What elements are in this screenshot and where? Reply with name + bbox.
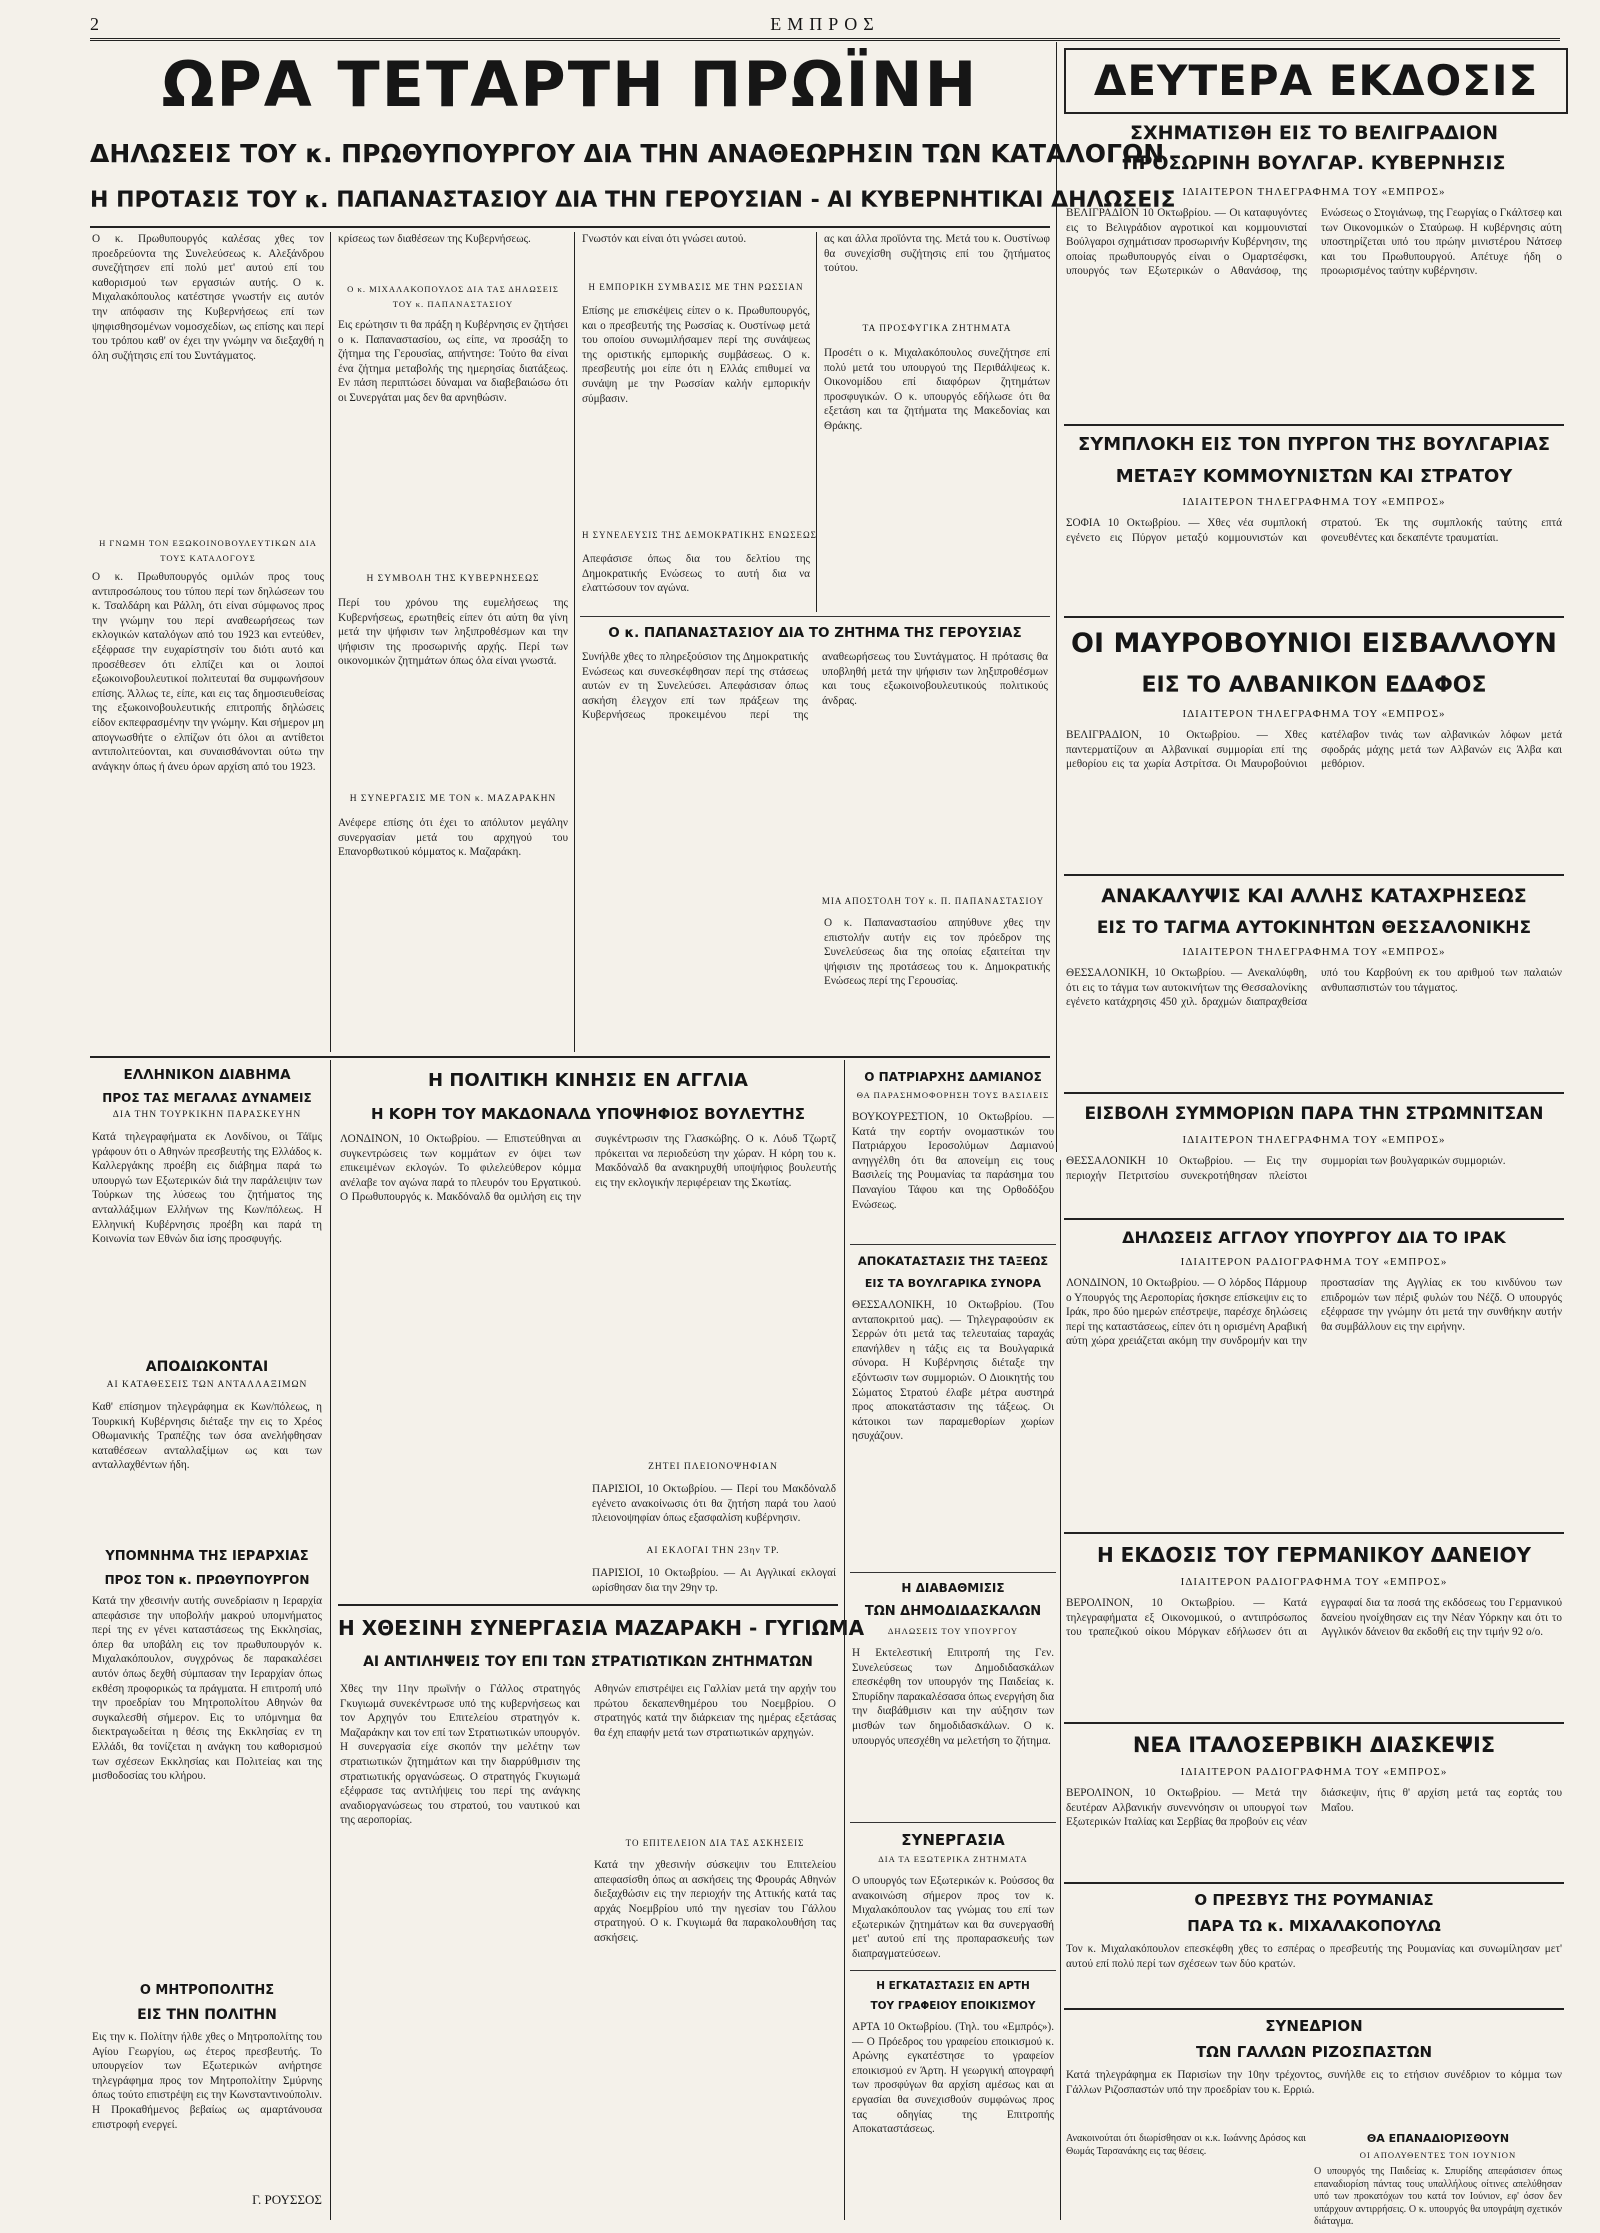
paper-name: ΕΜΠΡΟΣ [770, 14, 880, 34]
cooperation-text: Ο υπουργός των Εξωτερικών κ. Ρούσσος θα ανακοινώση σήμερον προς τον κ. Μιχαλακόπουλον τας γνώμας του επί των εξωτερικών ζητημάτων και θα συνεργασθή μετ' αυτού επί της προπαρασκευής των διαπραγματεύσεων. [852, 1875, 1054, 1960]
signature: Γ. ΡΟΥΣΣΟΣ [252, 2192, 322, 2207]
lead-col2-sub3: Η ΣΥΝΕΡΓΑΣΙΣ ΜΕ ΤΟΝ κ. ΜΑΖΑΡΑΚΗΝ [349, 794, 557, 804]
romania-text: Τον κ. Μιχαλακόπουλον επεσκέφθη χθες το εσπέρας ο πρεσβευτής της Ρουμανίας και συνωμίλησαν μετ' αυτού επί πολύ περί των σχέσεων των δύο κρατών. [1066, 1943, 1562, 1970]
patriarch-headline-1: Ο ΠΑΤΡΙΑΡΧΗΣ ΔΑΜΙΑΝΟΣ [864, 1070, 1042, 1084]
teachers-headline-2: ΤΩΝ ΔΗΜΟΔΙΔΑΣΚΑΛΩΝ [864, 1604, 1042, 1619]
column-rule [1060, 1160, 1061, 2220]
england-text: ΛΟΝΔΙΝΟΝ, 10 Οκτωβρίου. — Επιστεύθηναι αι συγκεντρώσεις των κομμάτων εν όψει των επικειμένων εκλογών. Το φιλελεύθερον κόμμα ανέλαβε τον αγώνα παρά το πλευρόν του Εργατικού. Ο Πρωθυπουργός κ. Μακδόναλδ θα ομιλήση εις την συγκέντρωσιν της Γλασκώβης. Ο κ. Λόυδ Τζωρτζ πρόκειται να περιοδεύση την χώραν. Η κόρη του κ. Μακδόναλδ θα ανακηρυχθή υποψήφιος βουλευτής εις την εκλογικήν περιφέρειαν της Σκωτίας. [340, 1133, 836, 1204]
lead-headline-1: ΔΗΛΩΣΕΙΣ ΤΟΥ κ. ΠΡΩΘΥΠΟΥΡΓΟΥ ΔΙΑ ΤΗΝ ΑΝΑΘΕΩΡΗΣΙΝ ΤΩΝ ΚΑΤΑΛΟΓΩΝ [90, 139, 1165, 168]
border-headline-1: ΑΠΟΚΑΤΑΣΤΑΣΙΣ ΤΗΣ ΤΑΞΕΩΣ [857, 1254, 1049, 1268]
rule [1064, 616, 1564, 618]
rule [1064, 874, 1564, 876]
rule [1064, 1218, 1564, 1220]
england-s1: ΖΗΤΕΙ ΠΛΕΙΟΝΟΨΗΦΙΑΝ [648, 1462, 778, 1472]
thessaloniki-text: ΘΕΣΣΑΛΟΝΙΚΗ, 10 Οκτωβρίου. — Ανεκαλύφθη, ότι εις το τάγμα των αυτοκινήτων της Θεσσαλονίκης εγένετο κατάχρησις 450 χιλ. δραχμών διαπραχθείσα υπό του Καρβούνη εκ του αριθμού των παλαιών ανθυπασπιστών του τάγματος. [1066, 967, 1562, 1009]
lower-left-text2: Καθ' επίσημον τηλεγράφημα εκ Κων/πόλεως, η Τουρκική Κυβέρνησις διέταξε την εις το Χρέος Οθωμανικής Τραπέζης των όσα ανελήφθησαν καταθέσεων ανταλλαξίμων ως και των ανταλλαχθέντων ήδη. [92, 1401, 322, 1472]
lower-left-s1: ΑΠΟΔΙΩΚΟΝΤΑΙ [145, 1359, 269, 1375]
rule [1064, 1532, 1564, 1534]
congress-headline-2: ΤΩΝ ΓΑΛΛΩΝ ΡΙΖΟΣΠΑΣΤΩΝ [1195, 2043, 1433, 2061]
thessaloniki-byline: ΙΔΙΑΙΤΕΡΟΝ ΤΗΛΕΓΡΑΦΗΜΑ ΤΟΥ «ΕΜΠΡΟΣ» [1182, 946, 1446, 958]
lead-col3-text3: Απεφάσισε όπως δια του δελτίου της Δημοκρατικής Ενώσεως το αυτή δια να ελαττώσουν τον αγώνα. [582, 553, 810, 595]
rule [338, 1604, 838, 1606]
right-top-text: ΒΕΛΙΓΡΑΔΙΟΝ 10 Οκτωβρίου. — Οι καταφυγόντες εις το Βελιγράδιον αγροτικοί και κομμουνισταί Βούλγαροι σχημάτισαν προσωρινήν Κυβέρνησιν, της οποίας πρωθυπουργός είναι ο Ομαρτσέφσκι, υπουργός των Εξωτερικών ο Αθανάσοφ, της Ενώσεως ο Στογιάνωφ, της Γεωργίας ο Γκάλτσεφ και των Οικονομικών ο Σταύρωφ. Η κυβέρνησις αύτη υποστηρίζεται υπό του πρώην μινιστέρου Νάτσεφ και του Πρωθυπουργού. Απέτυχε ήδη ο προωρισμένος ταύτην κυβέρνησιν. [1066, 207, 1562, 278]
lower-left-s5: Ο ΜΗΤΡΟΠΟΛΙΤΗΣ [139, 1983, 275, 1998]
teachers-headline-3: ΔΗΛΩΣΕΙΣ ΤΟΥ ΥΠΟΥΡΓΟΥ [887, 1626, 1019, 1636]
german-loan-headline: Η ΕΚΔΟΣΙΣ ΤΟΥ ΓΕΡΜΑΝΙΚΟΥ ΔΑΝΕΙΟΥ [1096, 1543, 1531, 1567]
right-banner: ΔΕΥΤΕΡΑ ΕΚΔΟΣΙΣ [1064, 48, 1568, 114]
top-banner: ΩΡΑ ΤΕΤΑΡΤΗ ΠΡΩΪΝΗ [161, 48, 979, 121]
lead-col3-sub2: Η ΣΥΝΕΛΕΥΣΙΣ ΤΗΣ ΔΕΜΟΚΡΑΤΙΚΗΣ ΕΝΩΣΕΩΣ [582, 530, 817, 540]
lead-col4-text: ας και άλλα προϊόντα της. Μετά του κ. Ουστίνωφ θα συνεχίσθη συζήτησις επί του ζητήματος τούτου. [824, 233, 1050, 275]
lower-left-h1: ΕΛΛΗΝΙΚΟΝ ΔΙΑΒΗΜΑ [123, 1067, 291, 1083]
lead-col2-text: κρίσεως των διαθέσεων της Κυβερνήσεως. [338, 233, 531, 245]
teachers-headline-1: Η ΔΙΑΒΑΘΜΙΣΙΣ [901, 1581, 1005, 1595]
rule [850, 1572, 1056, 1573]
lead-col2-text3: Περί του χρόνου της ευμελήσεως της Κυβερνήσεως, ερωτηθείς είπεν ότι αύτη θα γίνη μετά την ψήφισιν των ληξιπροθέσμων και την ψήφισιν της προσωρινής αρχής. Περί των οικονομικών ζητημάτων όπως όλα είναι γνωστά. [338, 597, 568, 668]
england-headline-1: Η ΠΟΛΙΤΙΚΗ ΚΙΝΗΣΙΣ ΕΝ ΑΓΓΛΙΑ [428, 1070, 748, 1091]
lower-left-text3: Κατά την χθεσινήν αυτής συνεδρίασιν η Ιεραρχία απεφάσισε την υποβολήν μακρού υπομνήματος περί της εν γένει καταστάσεως της Εκκλησίας, όπερ θα υποβάλη εις τον πρωθυπουργόν κ. Μιχαλακόπουλον, συγχρόνως δε παρακαλέσει αυτόν όπως δεχθή σύμπασαν την Ιεραρχίαν όπως εκθέση προφορικώς τα πράγματα. Η επιτροπή υπό την προεδρίαν του Μητροπολίτου Αθηνών θα συγκαλεσθή σήμερον. Εις το υπόμνημα θα διεκτραγωδείται η θέσις της Εκκλησίας εν τη Ελλάδι, θα τονίζεται η ανάγκη του καθορισμού των σχέσεων Εκκλησίας και Πολιτείας και της μισθοδοσίας του κλήρου. [92, 1595, 322, 1783]
lead-col2-text2: Εις ερώτησιν τι θα πράξη η Κυβέρνησις εν ζητήσει ο κ. Παπαναστασίου, ως είπε, να προσάξη το ζήτημα της Γερουσίας, απήντησε: Τούτο θα είναι ένα ζήτημα μεταβολής της ημερησίας διατάξεως. Εν πάση περιπτώσει δύναμαι να διαβεβαιώσω ότι οι Συνεργάται μας δεν θα αρνηθώσιν. [338, 319, 568, 404]
column-rule [844, 1060, 845, 2220]
iraq-headline: ΔΗΛΩΣΕΙΣ ΑΓΓΛΟΥ ΥΠΟΥΡΓΟΥ ΔΙΑ ΤΟ ΙΡΑΚ [1122, 1228, 1506, 1247]
arta-headline-2: ΤΟΥ ΓΡΑΦΕΙΟΥ ΕΠΟΙΚΙΣΜΟΥ [870, 2000, 1036, 2012]
column-rule [816, 232, 817, 612]
thessaloniki-headline-2: ΕΙΣ ΤΟ ΤΑΓΜΑ ΑΥΤΟΚΙΝΗΤΩΝ ΘΕΣΣΑΛΟΝΙΚΗΣ [1096, 918, 1532, 938]
column-rule [574, 232, 575, 1052]
congress-headline-1: ΣΥΝΕΔΡΙΟΝ [1265, 2017, 1363, 2035]
thessaloniki-headline-1: ΑΝΑΚΑΛΥΨΙΣ ΚΑΙ ΑΛΛΗΣ ΚΑΤΑΧΡΗΣΕΩΣ [1101, 885, 1527, 907]
rule [850, 1822, 1056, 1823]
strumitsa-headline: ΕΙΣΒΟΛΗ ΣΥΜΜΟΡΙΩΝ ΠΑΡΑ ΤΗΝ ΣΤΡΩΜΝΙΤΣΑΝ [1084, 1104, 1544, 1124]
rule [580, 616, 1050, 617]
lead-col3-text: Γνωστόν και είναι ότι γνώσει αυτού. [582, 233, 747, 245]
lead-col4-text2: Προσέτι ο κ. Μιχαλακόπουλος συνεζήτησε επί πολύ μετά του υπουργού της Περιθάλψεως κ. Οικονομίδου επί διαφόρων ζητημάτων προσφυγικών. Ο κ. υπουργός εδήλωσε ότι θα εξετάση και τα ζητήματα της Μακεδονίας και Θράκης. [824, 347, 1050, 432]
lead-col2-sub2: Η ΣΥΜΒΟΛΗ ΤΗΣ ΚΥΒΕΡΝΗΣΕΩΣ [366, 574, 540, 584]
montenegro-headline-2: ΕΙΣ ΤΟ ΑΛΒΑΝΙΚΟΝ ΕΔΑΦΟΣ [1141, 673, 1487, 698]
right-mid-headline-2: ΜΕΤΑΞΥ ΚΟΜΜΟΥΝΙΣΤΩΝ ΚΑΙ ΣΤΡΑΤΟΥ [1115, 466, 1513, 487]
border-headline-2: ΕΙΣ ΤΑ ΒΟΥΛΓΑΡΙΚΑ ΣΥΝΟΡΑ [864, 1277, 1042, 1290]
announce-text: Ανακοινούται ότι διωρίσθησαν οι κ.κ. Ιωάννης Δρόσος και Θωμάς Ταρσανάκης εις τας θέσεις. [1066, 2133, 1306, 2157]
rule [1064, 424, 1564, 426]
reinstated-headline-1: ΘΑ ΕΠΑΝΑΔΙΟΡΙΣΘΟΥΝ [1366, 2132, 1510, 2145]
lead-col2-text4: Ανέφερε επίσης ότι έχει το απόλυτον μεγάλην συνεργασίαν μετά του αρχηγού του Επανορθωτικού κόμματος κ. Μαζαράκη. [338, 817, 568, 859]
reinstated-text: Ο υπουργός της Παιδείας κ. Σπυρίδης απεφάσισεν όπως επαναδιορίση πάντας τους υπαλλήλους οίτινες απελύθησαν υπό των προκατόχων του κατά τον Ιούνιον, εφ' όσον δεν υπάρχουν αντιρρήσεις. Ο κ. υπουργός θα υπογράψη σχετικόν διάταγμα. [1314, 2166, 1562, 2227]
lead-headline-2: Η ΠΡΟΤΑΣΙΣ ΤΟΥ κ. ΠΑΠΑΝΑΣΤΑΣΙΟΥ ΔΙΑ ΤΗΝ ΓΕΡΟΥΣΙΑΝ - ΑΙ ΚΥΒΕΡΝΗΤΙΚΑΙ ΔΗΛΩΣΕΙΣ [90, 188, 1176, 213]
lead-col2-sub: Ο κ. ΜΙΧΑΛΑΚΟΠΟΥΛΟΣ ΔΙΑ ΤΑΣ ΔΗΛΩΣΕΙΣ ΤΟΥ κ. ΠΑΠΑΝΑΣΤΑΣΙΟΥ [347, 284, 559, 309]
mazarakis-text3: Κατά την χθεσινήν σύσκεψιν του Επιτελείου απεφασίσθη όπως αι ασκήσεις της Φρουράς Αθηνών διεξαχθώσιν εις την περιοχήν της Αττικής κατά τας αρχάς Νοεμβρίου υπό την ηγεσίαν του Γάλλου στρατηγού. Ο κ. Γκυγιωμά θα παρακολουθήση τας ασκήσεις. [594, 1859, 836, 1944]
romania-headline-1: Ο ΠΡΕΣΒΥΣ ΤΗΣ ΡΟΥΜΑΝΙΑΣ [1194, 1891, 1434, 1909]
england-s2: ΑΙ ΕΚΛΟΓΑΙ ΤΗΝ 23ην ΤΡ. [646, 1546, 780, 1556]
italoserb-headline: ΝΕΑ ΙΤΑΛΟΣΕΡΒΙΚΗ ΔΙΑΣΚΕΨΙΣ [1132, 1733, 1496, 1757]
rule [850, 1244, 1056, 1245]
mazarakis-s1: ΤΟ ΕΠΙΤΕΛΕΙΟΝ ΔΙΑ ΤΑΣ ΑΣΚΗΣΕΙΣ [625, 1838, 805, 1848]
lower-left-text4: Εις την κ. Πολίτην ήλθε χθες ο Μητροπολίτης του Αγίου Γεωργίου, ως έτερος πρεσβευτής. Το υπουργείον των Εξωτερικών ανήρτησε τηλεγράφημα προς τον Μητροπολίτην Σμύρνης όπως τούτο επιστρέψη εις την Κωνσταντινούπολιν. Η Προκαθήμενος βεβαίως ως αμαρτάνουσα επιστροφή ενεργεί. [92, 2031, 322, 2131]
montenegro-byline: ΙΔΙΑΙΤΕΡΟΝ ΤΗΛΕΓΡΑΦΗΜΑ ΤΟΥ «ΕΜΠΡΟΣ» [1182, 708, 1446, 720]
montenegro-headline-1: ΟΙ ΜΑΥΡΟΒΟΥΝΙΟΙ ΕΙΣΒΑΛΛΟΥΝ [1071, 628, 1557, 659]
cooperation-headline-1: ΣΥΝΕΡΓΑΣΙΑ [901, 1831, 1005, 1849]
arta-headline-1: Η ΕΓΚΑΤΑΣΤΑΣΙΣ ΕΝ ΑΡΤΗ [876, 1980, 1030, 1992]
strumitsa-text: ΘΕΣΣΑΛΟΝΙΚΗ 10 Οκτωβρίου. — Εις την περιοχήν Πετριτσίου συνεκροτήθησαν πλείστοι συμμορίαι των βουλγαρικών συμμοριών. [1066, 1155, 1506, 1182]
german-loan-byline: ΙΔΙΑΙΤΕΡΟΝ ΡΑΔΙΟΓΡΑΦΗΜΑ ΤΟΥ «ΕΜΠΡΟΣ» [1180, 1576, 1448, 1588]
papanast-text: Συνήλθε χθες το πληρεξούσιον της Δημοκρατικής Ενώσεως και συνεσκέφθησαν περί της στάσεως αυτών εν τη Συνελεύσει. Απεφάσισαν όπως ασκήση έλεγχον επί των πράξεων της Κυβερνήσεως προκειμένου περί της αναθεωρήσεως του Συντάγματος. Η πρότασις θα υποβληθή μετά την ψήφισιν των ληξιπροθέσμων και τους εξωκοινοβουλευτικούς πολιτικούς άνδρας. [582, 651, 1048, 722]
iraq-byline: ΙΔΙΑΙΤΕΡΟΝ ΡΑΔΙΟΓΡΑΦΗΜΑ ΤΟΥ «ΕΜΠΡΟΣ» [1180, 1256, 1448, 1268]
right-mid-headline-1: ΣΥΜΠΛΟΚΗ ΕΙΣ ΤΟΝ ΠΥΡΓΟΝ ΤΗΣ ΒΟΥΛΓΑΡΙΑΣ [1077, 434, 1551, 455]
masthead [90, 10, 1560, 41]
column-rule [330, 232, 331, 1052]
rule [90, 1056, 1050, 1058]
italoserb-text: ΒΕΡΟΛΙΝΟΝ, 10 Οκτωβρίου. — Μετά την δευτέραν Αλβανικήν συνεννόησιν οι υπουργοί των Εξωτερικών Ιταλίας και Σερβίας θα προβούν εις νέαν διάσκεψιν, ήτις θ' αρχίση μετά τας εορτάς του Μαΐου. [1066, 1787, 1562, 1829]
rule [90, 226, 1050, 228]
rule [1064, 1882, 1564, 1884]
montenegro-text: ΒΕΛΙΓΡΑΔΙΟΝ, 10 Οκτωβρίου. — Χθες παντερματίζουν αι Αλβανικαί συμμορίαι επί της μεθορίου εις τα χωρία Αστρίτσα. Οι Μαυροβούνιοι κατέλαβον τινάς των αλβανικών λόφων μετά σφοδράς μάχης μετά των Αλβανών εις Άλβα και μεθόριον. [1066, 729, 1562, 771]
lower-left-s3: ΥΠΟΜΝΗΜΑ ΤΗΣ ΙΕΡΑΡΧΙΑΣ [105, 1549, 309, 1564]
right-top-byline: ΙΔΙΑΙΤΕΡΟΝ ΤΗΛΕΓΡΑΦΗΜΑ ΤΟΥ «ΕΜΠΡΟΣ» [1182, 186, 1446, 198]
cooperation-headline-2: ΔΙΑ ΤΑ ΕΞΩΤΕΡΙΚΑ ΖΗΤΗΜΑΤΑ [878, 1854, 1028, 1864]
lead-col3-text2: Επίσης με επισκέψεις είπεν ο κ. Πρωθυπουργός, και ο πρεσβευτής της Ρωσσίας κ. Ουστίνωφ μετά του οποίου συνωμιλήσαμεν περί της συνάψεως της οριστικής εμπορικής συμβάσεως. Ο κ. πρεσβευτής μοι είπε ότι η Ελλάς επιθυμεί να συνάψη με την Ρωσσίαν καλήν εμπορικήν σύμβασιν. [582, 305, 810, 405]
lower-left-h2: ΠΡΟΣ ΤΑΣ ΜΕΓΑΛΑΣ ΔΥΝΑΜΕΙΣ [102, 1091, 312, 1105]
arta-text: ΑΡΤΑ 10 Οκτωβρίου. (Τηλ. του «Εμπρός»). — Ο Πρόεδρος του γραφείου εποικισμού κ. Αρώνης εγκατέστησε το γραφείον εποικισμού εν Άρτη. Η γεωργική απογραφή των προσφύγων θα αρχίση αμέσως και αι εργασίαι θα συνεχισθούν συμφώνως προς τας οδηγίας της Επιτροπής Αποκαταστάσεως. [852, 2021, 1054, 2136]
mazarakis-headline-1: Η ΧΘΕΣΙΝΗ ΣΥΝΕΡΓΑΣΙΑ ΜΑΖΑΡΑΚΗ - ΓΥΓΙΩΜΑ [338, 1616, 865, 1640]
rule [1064, 1722, 1564, 1724]
patriarch-headline-2: ΘΑ ΠΑΡΑΣΗΜΟΦΟΡΗΣΗ ΤΟΥΣ ΒΑΣΙΛΕΙΣ [856, 1090, 1050, 1100]
rule [1064, 2008, 1564, 2010]
lower-left-s6: ΕΙΣ ΤΗΝ ΠΟΛΙΤΗΝ [137, 2007, 277, 2023]
german-loan-text: ΒΕΡΟΛΙΝΟΝ, 10 Οκτωβρίου. — Κατά τηλεγραφήματα εξ Οικονομικού, ο αντιπρόσωπος του τραπεζικού οίκου Μόργκαν εδήλωσεν ότι αι εγγραφαί δια τα ποσά της εκδόσεως του Γερμανικού δανείου ηνοίχθησαν εις την Νέαν Υόρκην και ότι το Αγγλικόν δάνειον θα εκδοθή εις την τιμήν 92 ο/ο. [1066, 1597, 1562, 1639]
lower-left-s4: ΠΡΟΣ ΤΟΝ κ. ΠΡΩΘΥΠΟΥΡΓΟΝ [104, 1573, 310, 1587]
lead-col1-text2: Ο κ. Πρωθυπουργός ομιλών προς τους αντιπροσώπους του τύπου περί των δηλώσεων του κ. Τσαλδάρη και Ράλλη, ότι είναι σύμφωνος προς την γνώμην του περί αναθεωρήσεως των εκλογικών καταλόγων από του 1923 και εντεύθεν, εξέφρασε την ευχαρίστησίν του διότι αυτό και προσέθεσεν ότι ελπίζει και οι λοιποί εξωκοινοβουλευτικοί πολιτευταί θα συμφωνήσουν επίσης. Άλλως τε, είπε, και εις τας δημοσιευθείσας της εξωκοινοβουλευτικής επιτροπής δηλώσεις είδον εκπεφρασμένην την γνώμην. Και σήμερον μη απογνωσθήτε ο ελπίζων ότι όλοι αι αντίθετοι αντιπολιτεύονται, και συναισθάνονται ούτω την ανάγκην όπως ή άνευ όρων αρχίση από του 1923. [92, 571, 324, 773]
mazarakis-headline-2: ΑΙ ΑΝΤΙΛΗΨΕΙΣ ΤΟΥ ΕΠΙ ΤΩΝ ΣΤΡΑΤΙΩΤΙΚΩΝ ΖΗΤΗΜΑΤΩΝ [363, 1654, 813, 1670]
column-rule [330, 1060, 331, 2220]
papanast-text2: Ο κ. Παπαναστασίου απηύθυνε χθες την επιστολήν αυτήν εις τον πρόεδρον της Συνελεύσεως δια της οποίας εξαιτείται την ψήφισιν της προτάσεως του κ. Δημοκρατικής Ενώσεως περί της Γερουσίας. [824, 917, 1050, 988]
page-number: 2 [90, 14, 99, 34]
mazarakis-text: Χθες την 11ην πρωϊνήν ο Γάλλος στρατηγός Γκυγιωμά συνεκέντρωσε υπό της κυβερνήσεως και τον Αρχηγόν του Επιτελείου στρατηγόν κ. Μαζαράκην και τον επί των Στρατιωτικών υπουργόν. Η συνεργασία είχε σκοπόν την μελέτην των στρατιωτικών ζητημάτων και την διαρρύθμισιν της στρατιωτικής οργανώσεως. Ο στρατηγός Γκυγιωμά εξέφρασε τας αντιλήψεις του περί της ανάγκης αναδιοργανώσεως του στρατού, του ναυτικού και της αεροπορίας. [340, 1683, 580, 1827]
teachers-text: Η Εκτελεστική Επιτροπή της Γεν. Συνελεύσεως των Δημοδιδασκάλων επεσκέφθη τον υπουργόν της Παιδείας κ. Σπυρίδην παρακαλέσασα όπως ενεργήση δια την διαβάθμισιν και την αύξησιν των μισθών των δημοδιδασκάλων. Ο κ. υπουργός υπεσχέθη να μελετήση το ζήτημα. [852, 1647, 1054, 1747]
right-top-headline: ΣΧΗΜΑΤΙΣΘΗ ΕΙΣ ΤΟ ΒΕΛΙΓΡΑΔΙΟΝ ΠΡΟΣΩΡΙΝΗ ΒΟΥΛΓΑΡ. ΚΥΒΕΡΝΗΣΙΣ [1122, 122, 1506, 174]
congress-text: Κατά τηλεγράφημα εκ Παρισίων την 10ην τρέχοντος, συνήλθε εις το ετήσιον συνέδριον το κόμμα των Γάλλων Ριζοσπαστών υπό την προεδρίαν του κ. Ερριώ. [1066, 2069, 1562, 2096]
lead-col3-sub: Η ΕΜΠΟΡΙΚΗ ΣΥΜΒΑΣΙΣ ΜΕ ΤΗΝ ΡΩΣΣΙΑΝ [588, 282, 804, 292]
england-text3: ΠΑΡΙΣΙΟΙ, 10 Οκτωβρίου. — Αι Αγγλικαί εκλογαί ωρίσθησαν δια την 29ην τρ. [592, 1567, 836, 1594]
england-headline-2: Η ΚΟΡΗ ΤΟΥ ΜΑΚΔΟΝΑΛΔ ΥΠΟΨΗΦΙΟΣ ΒΟΥΛΕΥΤΗΣ [371, 1105, 805, 1123]
papanast-headline: Ο κ. ΠΑΠΑΝΑΣΤΑΣΙΟΥ ΔΙΑ ΤΟ ΖΗΤΗΜΑ ΤΗΣ ΓΕΡΟΥΣΙΑΣ [608, 625, 1022, 641]
lower-left-h3: ΔΙΑ ΤΗΝ ΤΟΥΡΚΙΚΗΝ ΠΑΡΑΣΚΕΥΗΝ [112, 1110, 302, 1120]
lower-left-s2: ΑΙ ΚΑΤΑΘΕΣΕΙΣ ΤΩΝ ΑΝΤΑΛΛΑΞΙΜΩΝ [106, 1380, 308, 1390]
england-text2: ΠΑΡΙΣΙΟΙ, 10 Οκτωβρίου. — Περί του Μακδόναλδ εγένετο ανακοίνωσις ότι θα ζητήση παρά του λαού πλειονοψηφίαν όπως εξασφαλίση κυβέρνησιν. [592, 1483, 836, 1525]
lead-col1-text: Ο κ. Πρωθυπουργός καλέσας χθες τον προεδρεύοντα της Συνελεύσεως κ. Αλεξάνδρου συνεζήτησεν επί πολύ μετ' αυτού επί του καθορισμού των εργασιών αυτής. Ο κ. Μιχαλακόπουλος κατέστησε γνωστήν εις αυτόν την απόφασιν της Κυβερνήσεως επί των ψηφισθησομένων νομοσχεδίων, ως επίσης και περί του τρόπου καθ' ον έχει την γνώμην να διεξαχθή η όλη συζήτησις επί του Συντάγματος. [92, 233, 324, 362]
mazarakis-text2: Αθηνών επιστρέψει εις Γαλλίαν μετά την αρχήν του πρώτου δεκαπενθημέρου του Νοεμβρίου. Ο στρατηγός κατά την διάρκειαν της ημέρας εξετάσας θα έχη επαφήν μετά των στρατιωτικών αρχηγών. [594, 1683, 836, 1739]
right-mid-text: ΣΟΦΙΑ 10 Οκτωβρίου. — Χθες νέα συμπλοκή εγένετο εις Πύργον μεταξύ κομμουνιστών και στρατού. Έκ της συμπλοκής ταύτης επτά φονευθέντες και δεκαπέντε τραυματίαι. [1066, 517, 1562, 544]
rule [850, 1970, 1056, 1971]
reinstated-headline-2: ΟΙ ΑΠΟΛΥΘΕΝΤΕΣ ΤΟΝ ΙΟΥΝΙΟΝ [1359, 2150, 1517, 2160]
border-text: ΘΕΣΣΑΛΟΝΙΚΗ, 10 Οκτωβρίου. (Του ανταποκριτού μας). — Τηλεγραφούσιν εκ Σερρών ότι μετά τας τελευταίας ταραχάς επανήλθεν η τάξις εις τα Βουλγαρικά σύνορα. Η Κυβέρνησις διέταξε την εξόντωσιν των συμμοριών. Ο Διοικητής του Σώματος Στρατού έλαβε μέτρα αυστηρά προς αποκατάστασιν της τάξεως. Οι κάτοικοι των παραμεθορίων χωρίων ησυχάζουν. [852, 1299, 1054, 1443]
papanast-sub: ΜΙΑ ΑΠΟΣΤΟΛΗ ΤΟΥ κ. Π. ΠΑΠΑΝΑΣΤΑΣΙΟΥ [821, 896, 1045, 906]
patriarch-text: ΒΟΥΚΟΥΡΕΣΤΙΟΝ, 10 Οκτωβρίου. — Κατά την εορτήν ονομαστικών του Πατριάρχου Ιεροσολύμων Δαμιανού ανηγγέλθη ότι θα απονείμη εις τους Βασιλείς της Ρουμανίας τα παράσημα του Παναγίου Τάφου και της Ορθοδόξου Ενώσεως. [852, 1111, 1054, 1211]
iraq-text: ΛΟΝΔΙΝΟΝ, 10 Οκτωβρίου. — Ο λόρδος Πάρμουρ ο Υπουργός της Αεροπορίας ήσκησε επίσκεψιν εις το Ιράκ, προ δύο ημερών επέστρεψε, παρέσχε δηλώσεις περί της καταστάσεως, είπεν ότι η ορισμένη Αραβική αύτη χώρα χρειάζεται ακόμη την συνδρομήν και την προστασίαν της Αγγλίας εκ του κινδύνου των επιδρομών των πέριξ φυλών του Νέζδ. Ο υπουργός εξέφρασε την γνώμην ότι μετά την συνθήκην αυτήν θα συμβάλλουν εις την ειρήνην. [1066, 1277, 1562, 1348]
lead-col1-sub: Η ΓΝΩΜΗ ΤΟΝ ΕΞΩΚΟΙΝΟΒΟΥΛΕΥΤΙΚΩΝ ΔΙΑ ΤΟΥΣ ΚΑΤΑΛΟΓΟΥΣ [99, 538, 317, 563]
strumitsa-byline: ΙΔΙΑΙΤΕΡΟΝ ΤΗΛΕΓΡΑΦΗΜΑ ΤΟΥ «ΕΜΠΡΟΣ» [1182, 1134, 1446, 1146]
lead-col4-sub: ΤΑ ΠΡΟΣΦΥΓΙΚΑ ΖΗΤΗΜΑΤΑ [862, 324, 1012, 334]
romania-headline-2: ΠΑΡΑ ΤΩ κ. ΜΙΧΑΛΑΚΟΠΟΥΛΩ [1187, 1917, 1441, 1935]
lower-left-text: Κατά τηλεγραφήματα εκ Λονδίνου, οι Τάϊμς γράφουν ότι ο Αθηνών πρεσβευτής της Ελλάδος κ. Καλλεργάκης προέβη εις διάβημα παρά τω υπουργώ των Εξωτερικών διά την παράλειψιν των Τούρκων της λύσεως του ζητήματος της ανταλλάξιμων Ελλήνων της Κων/πόλεως. Η Ελληνική Κυβέρνησις προέβη και παρά τη Κοινωνία των Εθνών δια ίσης προσφυγής. [92, 1131, 322, 1246]
italoserb-byline: ΙΔΙΑΙΤΕΡΟΝ ΡΑΔΙΟΓΡΑΦΗΜΑ ΤΟΥ «ΕΜΠΡΟΣ» [1180, 1766, 1448, 1778]
rule [1064, 1092, 1564, 1094]
right-mid-byline: ΙΔΙΑΙΤΕΡΟΝ ΤΗΛΕΓΡΑΦΗΜΑ ΤΟΥ «ΕΜΠΡΟΣ» [1182, 496, 1446, 508]
